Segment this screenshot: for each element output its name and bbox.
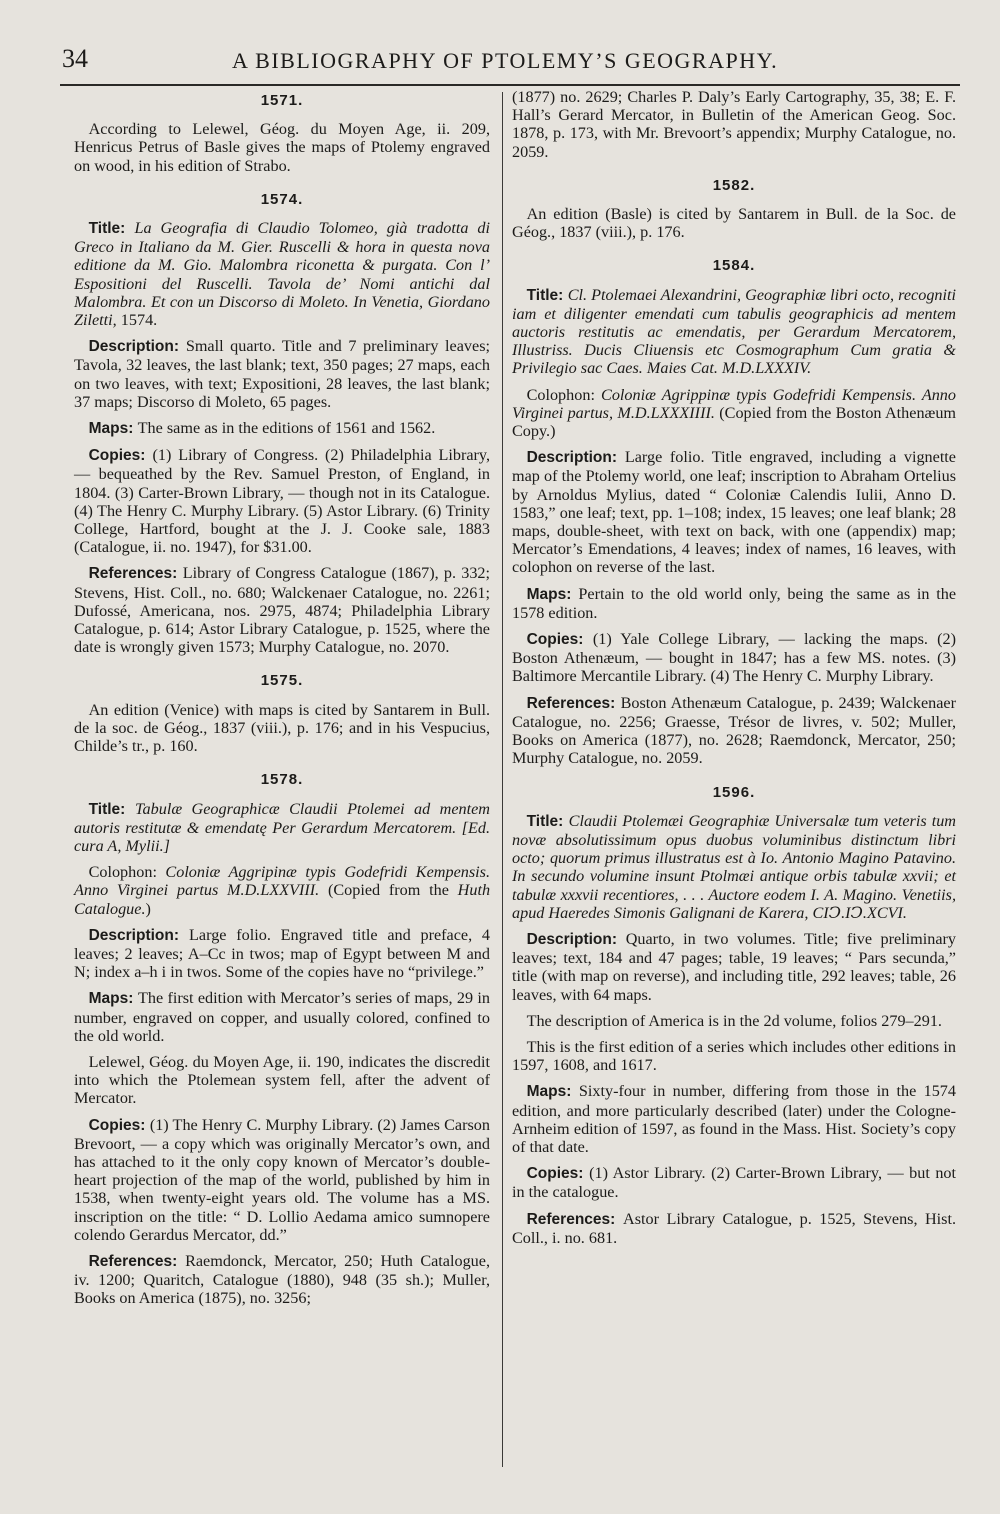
entry-1584-colophon: Colophon: Coloniæ Agrippinæ typis Godefridi Kempensis. Anno Virginei partus, M.D.LXXXIIII. (Copied from the Boston Athenæum Copy.) xyxy=(512,385,957,441)
entry-year-1578: 1578. xyxy=(260,771,304,789)
entry-1578-maps-note: Lelewel, Géog. du Moyen Age, ii. 190, indicates the discredit into which the Ptolemean system fell, after the advent of Mercator. xyxy=(74,1052,490,1108)
entry-1584-copies: Copies: (1) Yale College Library, — lacking the maps. (2) Boston Athenæum, — bought in 1847; has a few MS. notes. (3) Baltimore Mercantile Library. (4) The Henry C. Murphy Library. xyxy=(512,630,956,686)
page-header xyxy=(62,42,962,82)
entry-year-1596: 1596. xyxy=(712,783,756,801)
entry-1584-title: Title: Cl. Ptolemaei Alexandrini, Geographiæ libri octo, recogniti iam et diligenter emendati cum tabulis geographicis ad mentem auctoris restitutis ac emendatis, per Gerardum Mercatorem, Illustriss. Ducis Cliuensis etc Cosmographum Cum gratia & Privilegio sac Caes. Maies Cat. M.D.LXXXIV. xyxy=(512,285,957,378)
entry-1584-maps: Maps: Pertain to the old world only, being the same as in the 1578 edition. xyxy=(512,584,957,622)
page-number: 34 xyxy=(62,44,88,73)
entry-1578-title: Title: Tabulæ Geographicæ Claudii Ptolemei ad mentem autoris restitutæ & emendatę Per Gerardum Mercatorem. [Ed. cura A, Mylii.] xyxy=(74,799,490,855)
entry-1596-title: Title: Claudii Ptolemæi Geographiæ Universalæ tum veteris tum novæ absolutissimum opus duobus voluminibus distinctum libri octo; quorum primus illustratus est à Io. Antonio Magino Patavino. In secundo volumine insunt Ptolmæi antique orbis tabulæ xxvii; et tabulæ xxxvii recentiores, . . . Auctore eodem I. A. Magino. Venetiis, apud Haeredes Simonis Galignani de Karera, CIↃ.IↃ.XCVI. xyxy=(512,811,956,922)
entry-1578-references: References: Raemdonck, Mercator, 250; Huth Catalogue, iv. 1200; Quaritch, Catalogue (1880), 948 (35 sh.); Muller, Books on America (1875), no. 3256; xyxy=(74,1251,490,1308)
entry-1596-maps: Maps: Sixty-four in number, differing from those in the 1574 edition, and more particularly described (later) under the Cologne-Arnheim edition of 1597, as found in the Mass. Hist. Society’s copy of that date. xyxy=(512,1082,956,1156)
entry-1578-references-continued: (1877) no. 2629; Charles P. Daly’s Early Cartography, 35, 38; E. F. Hall’s Gerard Mercator, in Bulletin of the American Geog. Soc. 1878, p. 173, with Mr. Brevoort’s appendix; Murphy Catalogue, no. 2059. xyxy=(512,88,956,161)
entry-1574-copies: Copies: (1) Library of Congress. (2) Philadelphia Library, — bequeathed by the Rev. Samuel Preston, of England, in 1804. (3) Carter-Brown Library, — though not in its Catalogue. (4) The Henry C. Murphy Library. (5) Astor Library. (6) Trinity College, Hartford, bought at the J. J. Cooke sale, 1883 (Catalogue, ii. no. 1947), for $31.00. xyxy=(74,446,490,557)
header-rule xyxy=(60,84,960,86)
entry-1571-text: According to Lelewel, Géog. du Moyen Age, ii. 209, Henricus Petrus of Basle gives the maps of Ptolemy engraved on wood, in his edition of Strabo. xyxy=(74,120,490,175)
entry-1596-description-note-2: This is the first edition of a series which includes other editions in 1597, 1608, and 1617. xyxy=(512,1037,956,1075)
entry-1596-references: References: Astor Library Catalogue, p. 1525, Stevens, Hist. Coll., i. no. 681. xyxy=(512,1209,957,1247)
entry-1596-copies: Copies: (1) Astor Library. (2) Carter-Brown Library, — but not in the catalogue. xyxy=(512,1164,957,1202)
entry-1582-text: An edition (Basle) is cited by Santarem in Bull. de la Soc. de Géog., 1837 (viii.), p. 176. xyxy=(512,205,956,242)
entry-year-1574: 1574. xyxy=(260,190,304,208)
entry-year-1582: 1582. xyxy=(712,176,756,194)
entry-year-1575: 1575. xyxy=(260,672,304,690)
entry-1574-maps: Maps: The same as in the editions of 1561 and 1562. xyxy=(88,419,436,438)
entry-1578-colophon: Colophon: Coloniæ Aggripinæ typis Godefridi Kempensis. Anno Virginei partus M.D.LXXVIII. (Copied from the Huth Catalogue.) xyxy=(74,863,491,918)
entry-1596-description-note-1: The description of America is in the 2d volume, folios 279–291. xyxy=(526,1011,942,1030)
right-column xyxy=(512,88,956,1255)
entry-year-1584: 1584. xyxy=(712,257,756,275)
entry-year-1571: 1571. xyxy=(260,92,304,109)
entry-1596-description: Description: Quarto, in two volumes. Title; five preliminary leaves; text, 184 and 47 pages; table, 19 leaves; “ Pars secunda,” title (with map on reverse), and including title, 292 leaves; table, 26 leaves, with 64 maps. xyxy=(512,929,957,1004)
entry-1574-description: Description: Small quarto. Title and 7 preliminary leaves; Tavola, 32 leaves, the last blank; text, 350 pages; 27 maps, each on two leaves, with text; Expositioni, 28 leaves, the last blank; 37 maps; Discorso di Moleto, 65 pages. xyxy=(74,337,490,411)
entry-1578-maps: Maps: The first edition with Mercator’s series of maps, 29 in number, engraved on copper, and usually colored, confined to the old world. xyxy=(74,989,490,1045)
entry-1574-title: Title: La Geografia di Claudio Tolomeo, già tradotta di Greco in Italiano da M. Gier. Ruscelli & hora in questa nova editione da M. Gio. Malombra riconetta & purgata. Con l’ Espositioni del Ruscelli. Tavola de’ Nomi antichi dal Malombra. Et con un Discorso di Moleto. In Venetia, Giordano Ziletti, 1574. xyxy=(74,219,490,330)
entry-1575-text: An edition (Venice) with maps is cited by Santarem in Bull. de la soc. de Géog., 1837 (viii.), p. 176; and in his Vespucius, Childe’s tr., p. 160. xyxy=(74,700,490,756)
column-divider xyxy=(502,92,503,1467)
entry-1578-copies: Copies: (1) The Henry C. Murphy Library. (2) James Carson Brevoort, — a copy which was originally Mercator’s own, and has attached to it the only copy known of Mercator’s double-heart projection of the map of the world, published by him in 1538, when twenty-eight years old. The volume has a MS. inscription on the title: “ D. Lollio Aedama amico sumnopere colendo Gerardus Mercator, dd.” xyxy=(74,1115,490,1244)
running-head: A BIBLIOGRAPHY OF PTOLEMY’S GEOGRAPHY. xyxy=(232,48,779,73)
entry-1584-description: Description: Large folio. Title engraved, including a vignette map of the Ptolemy world, one leaf; inscription to Abraham Ortelius by Arnoldus Mylius, dated “ Coloniæ Calendis Iulii, Anno D. 1583,” one leaf; text, pp. 1–108; index, 15 leaves; one leaf blank; 28 maps, double-sheet, with text on back, with one (appendix) map; Mercator’s Emendations, 4 leaves; index of names, 16 leaves, with colophon on reverse of the last. xyxy=(512,448,956,577)
entry-1578-description: Description: Large folio. Engraved title and preface, 4 leaves; 2 leaves; A–Cc in twos; map of Egypt between M and N; index a–h i in twos. Some of the copies have no “privilege.” xyxy=(74,925,490,982)
left-column xyxy=(74,88,490,1316)
entry-1574-references: References: Library of Congress Catalogue (1867), p. 332; Stevens, Hist. Coll., no. 680; Walckenaer Catalogue, no. 2261; Dufossé, Americana, nos. 2975, 4874; Philadelphia Library Catalogue, p. 614; Astor Library Catalogue, p. 1525, where the date is wrongly given 1573; Murphy Catalogue, no. 2070. xyxy=(74,564,490,657)
entry-1584-references: References: Boston Athenæum Catalogue, p. 2439; Walckenaer Catalogue, no. 2256; Graesse, Trésor de livres, v. 502; Muller, Books on America (1877), no. 2628; Raemdonck, Mercator, 250; Murphy Catalogue, no. 2059. xyxy=(512,693,957,768)
